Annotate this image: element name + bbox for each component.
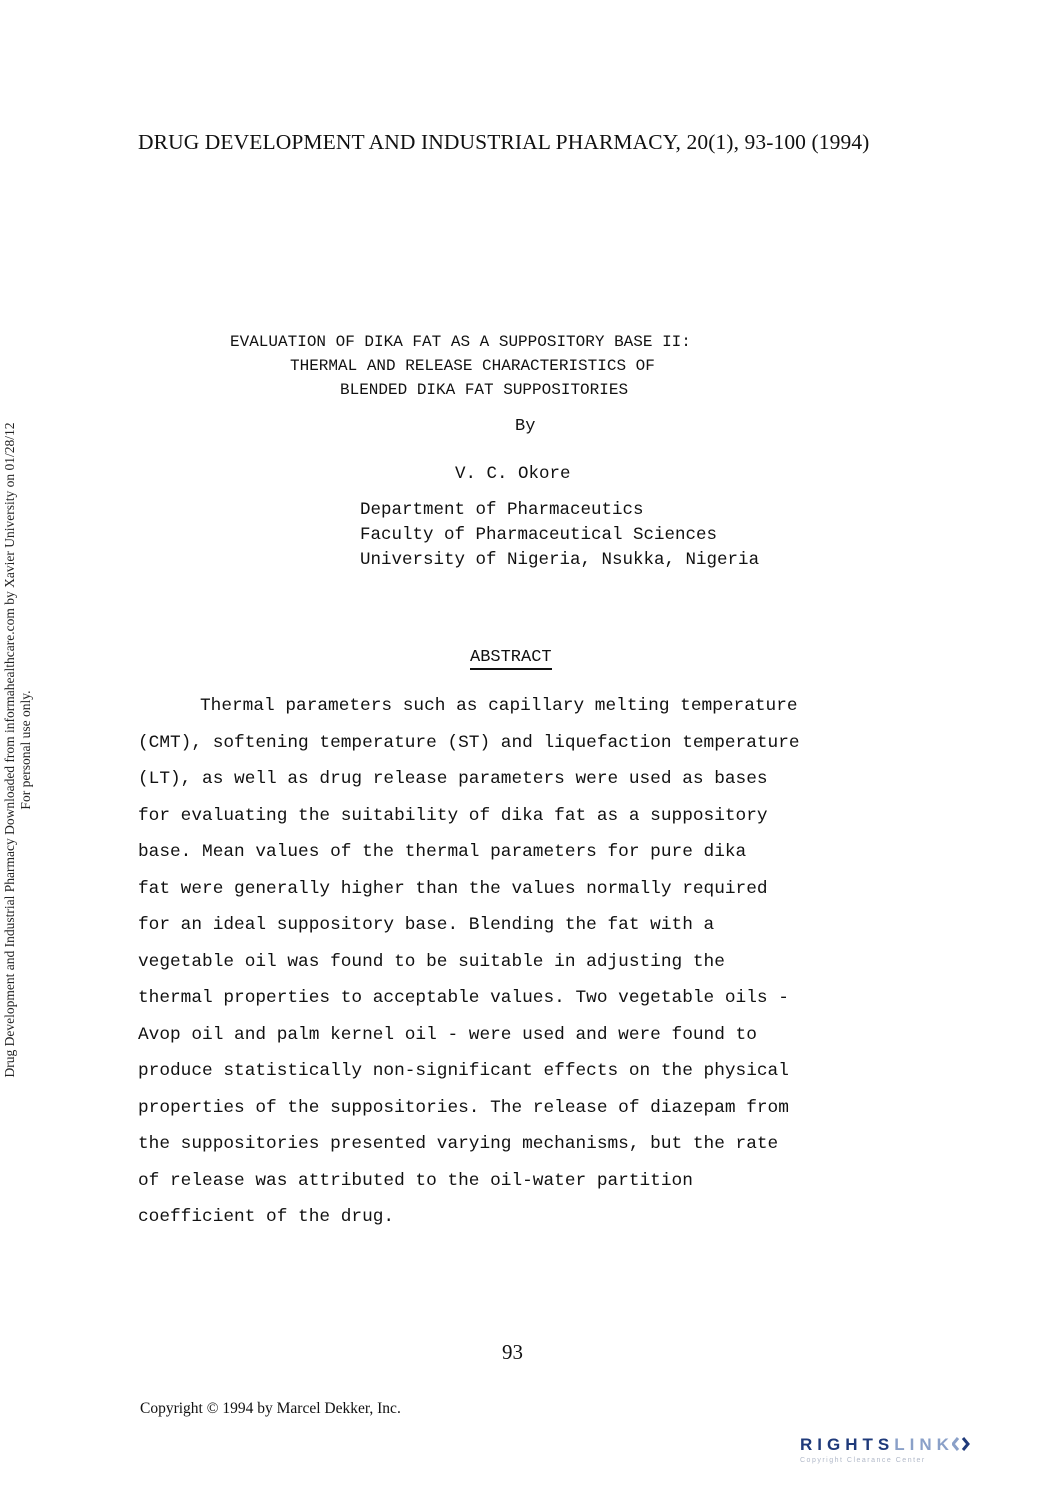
abstract-line: base. Mean values of the thermal parameters for pure dika bbox=[138, 842, 747, 862]
abstract-line: thermal properties to acceptable values. Two vegetable oils - bbox=[138, 988, 789, 1008]
abstract-line: (LT), as well as drug release parameters were used as bases bbox=[138, 769, 768, 789]
abstract-line: for evaluating the suitability of dika fat as a suppository bbox=[138, 805, 768, 826]
abstract-line: (CMT), softening temperature (ST) and liquefaction temperature bbox=[138, 732, 800, 753]
abstract-line: Avop oil and palm kernel oil - were used and were found to bbox=[138, 1024, 757, 1045]
page-number: 93 bbox=[502, 1340, 523, 1364]
copyright-notice: Copyright © 1994 by Marcel Dekker, Inc. bbox=[140, 1400, 401, 1417]
abstract-line: for an ideal suppository base. Blending the fat with a bbox=[138, 915, 715, 935]
abstract-line: of release was attributed to the oil-water partition bbox=[138, 1170, 693, 1191]
by-label: By bbox=[515, 417, 536, 436]
rightslink-logo bbox=[800, 1435, 1036, 1469]
abstract-body bbox=[138, 692, 898, 1240]
abstract-line: vegetable oil was found to be suitable in adjusting the bbox=[138, 951, 725, 972]
logo-subtitle: Copyright Clearance Center bbox=[800, 1457, 926, 1464]
abstract-heading: ABSTRACT bbox=[470, 648, 552, 670]
affiliation-faculty: Faculty of Pharmaceutical Sciences bbox=[360, 525, 718, 545]
download-notice-line1: Drug Development and Industrial Pharmacy Downloaded from informahealthcare.com by Xavier University on 01/28/12 bbox=[2, 422, 17, 1078]
logo-word-rights: RIGHTS bbox=[800, 1435, 895, 1454]
abstract-line: the suppositories presented varying mechanisms, but the rate bbox=[138, 1134, 779, 1154]
article-title-line3: BLENDED DIKA FAT SUPPOSITORIES bbox=[340, 381, 629, 399]
chevron-logo-icon bbox=[952, 1435, 970, 1453]
affiliation-university: University of Nigeria, Nsukka, Nigeria bbox=[360, 550, 760, 570]
abstract-line: coefficient of the drug. bbox=[138, 1207, 395, 1227]
journal-header: DRUG DEVELOPMENT AND INDUSTRIAL PHARMACY, 20(1), 93-100 (1994) bbox=[138, 130, 870, 154]
logo-word-link: LINK bbox=[894, 1435, 954, 1454]
download-notice-line2: For personal use only. bbox=[18, 690, 33, 810]
article-title-line1: EVALUATION OF DIKA FAT AS A SUPPOSITORY BASE II: bbox=[230, 333, 691, 351]
abstract-line: Thermal parameters such as capillary melting temperature bbox=[200, 696, 798, 716]
abstract-line: produce statistically non-significant effects on the physical bbox=[138, 1061, 789, 1081]
author-name: V. C. Okore bbox=[455, 464, 571, 484]
abstract-line: properties of the suppositories. The release of diazepam from bbox=[138, 1097, 789, 1118]
download-notice bbox=[2, 340, 42, 1160]
article-title-line2: THERMAL AND RELEASE CHARACTERISTICS OF bbox=[290, 357, 655, 375]
abstract-line: fat were generally higher than the values normally required bbox=[138, 878, 768, 899]
affiliation-department: Department of Pharmaceutics bbox=[360, 500, 644, 520]
